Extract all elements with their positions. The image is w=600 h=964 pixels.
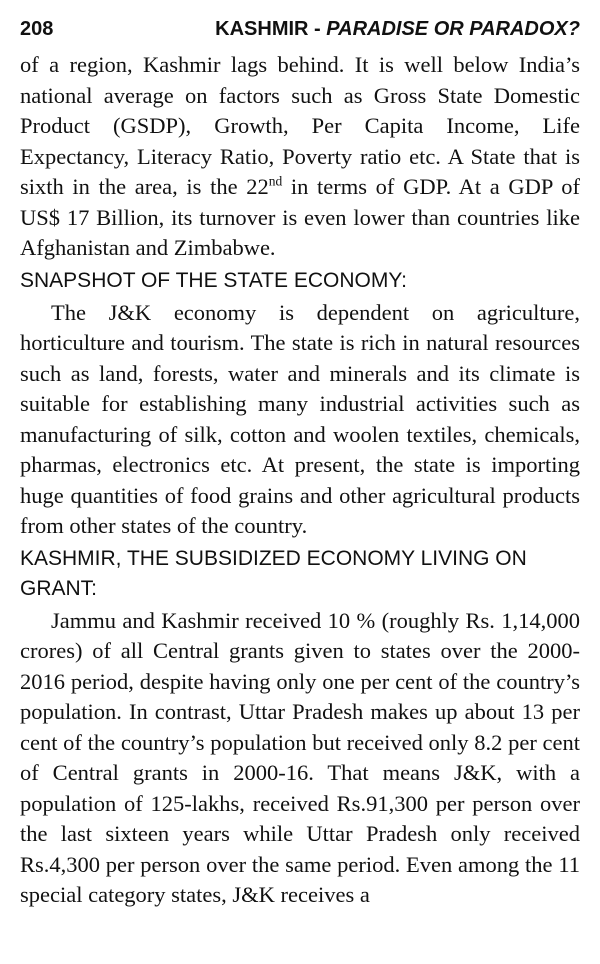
running-head (20, 14, 580, 44)
page-body (20, 50, 580, 911)
paragraph-central-grants: Jammu and Kashmir received 10 % (roughly Rs. 1,14,000 crores) of all Central grants given to states over the 2000-2016 period, despite having only one per cent of the country’s population. In contrast, Uttar Pradesh makes up about 13 per cent of the country’s population but received only 8.2 per cent of Central grants in 2000-16. That means J&K, with a population of 125-lakhs, received Rs.91,300 per person over the last sixteen years while Uttar Pradesh only received Rs.4,300 per person over the same period. Even among the 11 special category states, J&K receives a (20, 607, 580, 907)
paragraph-state-economy: The J&K economy is dependent on agriculture, horticulture and tourism. The state is rich in natural resources such as land, forests, water and minerals and its climate is suitable for establishing many industrial activities such as manufacturing of silk, cotton and woolen textiles, chemicals, pharmas, electronics etc. At present, the state is importing huge quantities of food grains and other agricultural products from other states of the country. (20, 299, 580, 538)
page-number: 208 (20, 18, 54, 40)
book-title-subtitle: PARADISE OR PARADOX? (326, 18, 580, 40)
ordinal-suffix: nd (268, 173, 283, 189)
paragraph-gdp-comparison: of a region, Kashmir lags behind. It is well below India’s national average on factors such as Gross State Domestic Product (GSDP), Growth, Per Capita Income, Life Expectancy, Literacy Ratio, Poverty ratio etc. A State that is sixth in the area, is the 22nd in terms of GDP. At a GDP of US$ 17 Billion, its turnover is even lower than countries like Afghanistan and Zimbabwe. (20, 52, 580, 260)
heading-subsidized-economy: KASHMIR, THE SUBSIDIZED ECONOMY LIVING ON GRANT: (20, 546, 527, 600)
book-title-main: KASHMIR - (215, 18, 327, 40)
heading-state-economy-snapshot: SNAPSHOT OF THE STATE ECONOMY: (20, 268, 408, 292)
book-title (215, 14, 580, 44)
